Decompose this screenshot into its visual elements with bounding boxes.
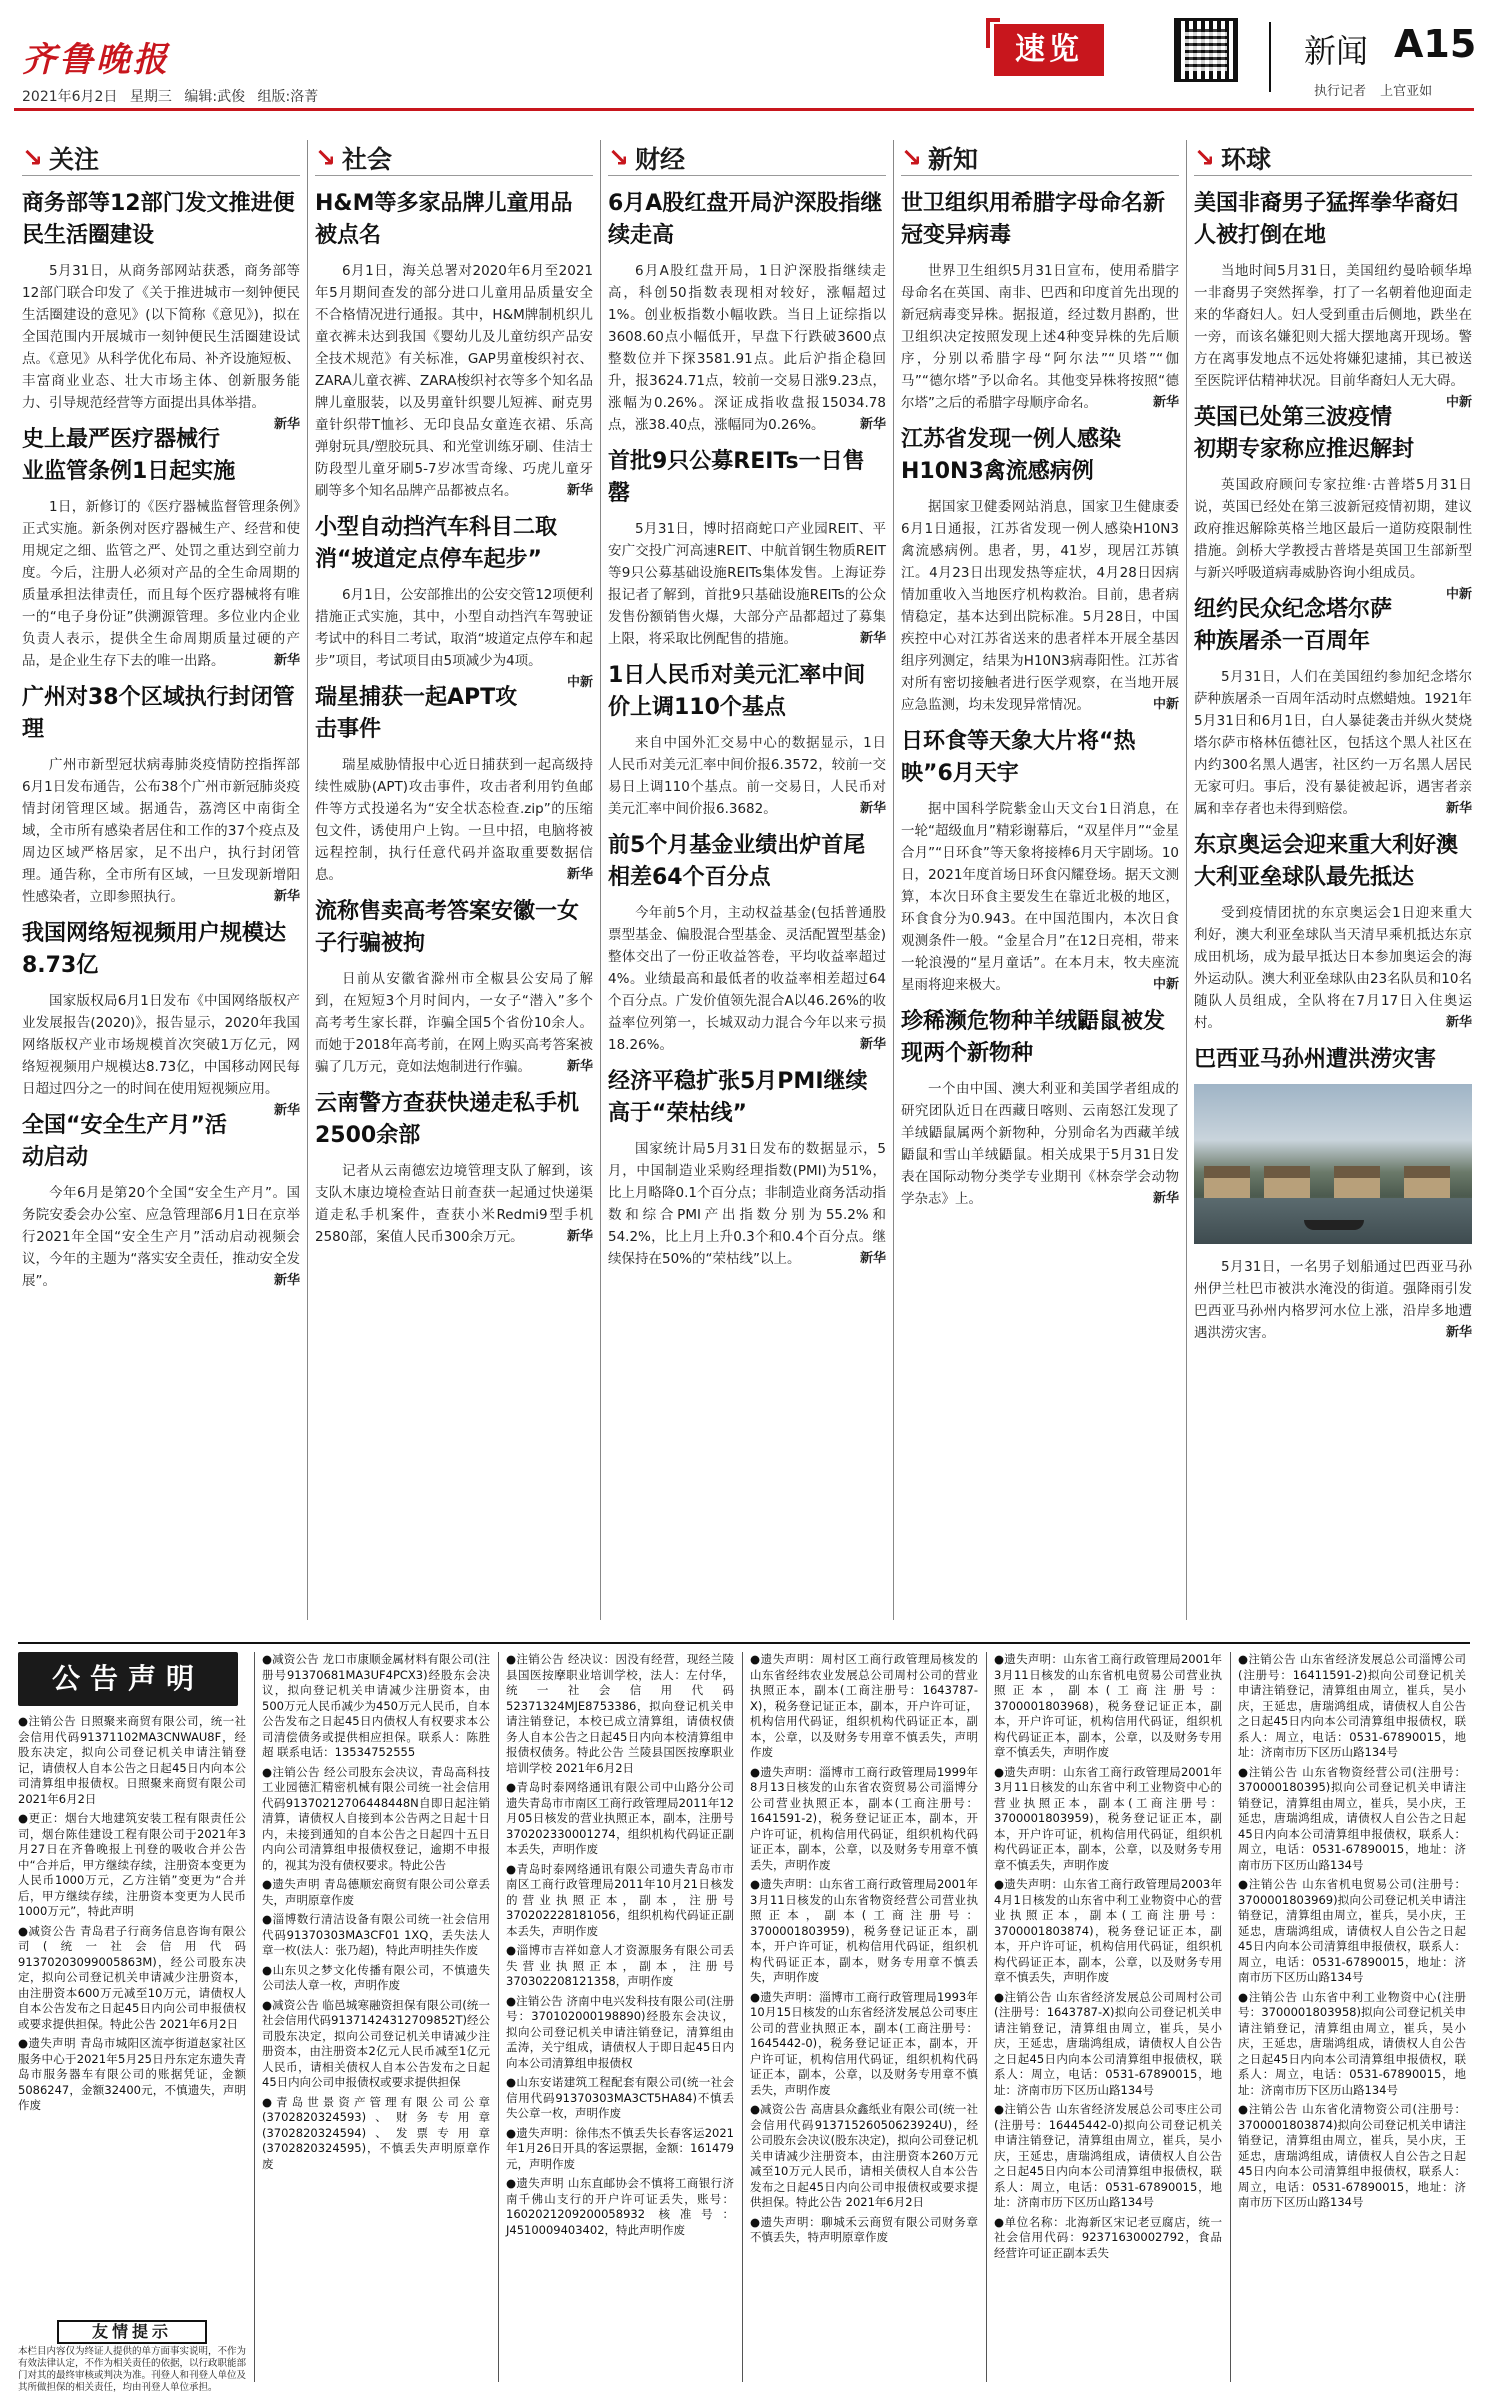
column-heading [315, 140, 593, 176]
article-credit: 新华 [273, 653, 300, 668]
article-text: 6月1日，公安部推出的公安交管12项便利措施正式实施，其中，小型自动挡汽车驾驶证考试中的科目二考试，取消“坡道定点停车和起步”项目，考试项目由5项减少为4项。 [315, 587, 593, 669]
article-headline[interactable]: 瑞星捕获一起APT攻击事件 [315, 685, 518, 742]
article-headline[interactable]: 商务部等12部门发文推进便民生活圈建设 [22, 191, 295, 248]
column-1 [22, 140, 300, 1620]
article-headline[interactable]: 纽约民众纪念塔尔萨种族屠杀一百周年 [1194, 597, 1393, 654]
column-heading [1194, 140, 1472, 176]
article-body [22, 496, 300, 672]
article [608, 660, 886, 820]
article [1194, 594, 1472, 820]
layout-credit: 组版:洛菁 [257, 89, 319, 105]
article-credit: 新华 [566, 483, 593, 498]
column-heading-label: 社会 [341, 144, 392, 174]
article-credit: 新华 [859, 417, 886, 432]
article-headline[interactable]: 云南警方查获快递走私手机2500余部 [315, 1091, 580, 1148]
article-headline[interactable]: 广州对38个区域执行封闭管理 [22, 685, 295, 742]
notice-item: ●山东安诺建筑工程配套有限公司(统一社会信用代码91370303MA3CT5HA84)不慎丢失公章一枚，声明作废 [506, 2075, 734, 2120]
article-text: 记者从云南德宏边境管理支队了解到，该支队木康边境检查站日前查获一起通过快递渠道走私手机案件，查获小米Redmi9型手机2580部，案值人民币300余万元。 [315, 1163, 593, 1245]
notice-item: ●减资公告 龙口市康顺金属材料有限公司(注册号91370681MA3UF4PCX3)经股东会决议，拟向登记机关申请减少注册资本，由500万元人民币减少为450万元人民币，自本公告发布之日起45日内债权人有权要求本公司清偿债务或提供相应担保。联系人：陈胜超 联系电话：13534752555 [262, 1652, 490, 1759]
article-headline[interactable]: 日环食等天象大片将“热映”6月天宇 [901, 729, 1136, 786]
article-credit: 新华 [273, 1103, 300, 1118]
notice-item: ●减资公告 高唐县众鑫纸业有限公司(统一社会信用代码91371526050623924U)，经公司股东会决议(股东决定)，拟向公司登记机关申请减少注册资本，由注册资本260万元减至10万元人民币，请相关债权人自本公告发布之日起45日内向公司申报债权或要求提供担保。特此公告 2021年6月2日 [750, 2102, 978, 2209]
article [315, 896, 593, 1078]
article [1194, 830, 1472, 1034]
notice-item: ●减资公告 临邑城寒融资担保有限公司(统一社会信用代码91371424312709852T)经公司股东决定，拟向公司登记机关申请减少注册资本，由注册资本2亿元人民币减至1亿元人民币，请相关债权人自本公告发布之日起45日内向公司申报债权或要求提供担保 [262, 1997, 490, 2089]
notice-item: ●注销公告 山东省化清物资公司(注册号：3700001803874)拟向公司登记机关申请注销登记，清算组由周立，崔兵，吴小庆，王延忠，唐瑞鸿组成，请债权人自公告之日起45日内向本公司清算组申报债权，联系人：周立，电话：0531-67890015，地址：济南市历下区历山路134号 [1238, 2102, 1466, 2209]
article-credit: 新华 [859, 801, 886, 816]
article-credit: 新华 [273, 889, 300, 904]
article-text: 据中国科学院紫金山天文台1日消息，在一轮“超级血月”精彩谢幕后，“双星伴月”“金星合月”“日环食”等天象将接棒6月天宇剧场。10日，2021年度首场日环食闪耀登场。据天文测算，本次日环食主要发生在靠近北极的地区，环食食分为0.943。在中国范围内，本次日食观测条件一般。“金星合月”在12日亮相，带来一轮浪漫的“星月童话”。在本月末，牧夫座流星雨将迎来极大。 [901, 801, 1179, 993]
article [608, 830, 886, 1056]
arrow-mark-icon: ↘ [315, 143, 336, 172]
column-heading-label: 环球 [1220, 144, 1271, 174]
article [608, 1066, 886, 1270]
article-headline[interactable]: 巴西亚马孙州遭洪涝灾害 [1194, 1047, 1437, 1072]
column-3 [608, 140, 886, 1620]
notice-item: ●注销公告 山东省中利工业物资中心(注册号：3700001803958)拟向公司登记机关申请注销登记，清算组由周立，崔兵，吴小庆，王延忠，唐瑞鸿组成，请债权人自公告之日起45日内向本公司清算组申报债权，联系人：周立，电话：0531-67890015，地址：济南市历下区历山路134号 [1238, 1989, 1466, 2097]
article-headline[interactable]: 全国“安全生产月”活动启动 [22, 1113, 227, 1170]
notice-item: ●减资公告 青岛君子行商务信息咨询有限公司(统一社会信用代码91370203099005863M)，经公司股东决定，拟向公司登记机关申请减少注册资本，由注册资本600万元减至10万元，请债权人自本公告发布之日起45日内向公司申报债权或要求提供担保。特此公告 2021年6月2日 [18, 1923, 246, 2031]
notice-item: ●注销公告 济南中电兴发科技有限公司(注册号：370102000198890)经股东会决议，拟向公司登记机关申请注销登记，清算组由孟涛，关宁组成，请债权人于即日起45日内向本公司清算组申报债权 [506, 1993, 734, 2070]
article-text: 英国政府顾问专家拉维·古普塔5月31日说，英国已经处在第三波新冠疫情初期，建议政府推迟解除英格兰地区最后一道防疫限制性措施。剑桥大学教授古普塔是英国卫生部新型与新兴呼吸道病毒威胁咨询小组成员。 [1194, 477, 1472, 581]
notice-item: ●注销公告 山东省经济发展总公司淄博公司(注册号：16411591-2)拟向公司登记机关申请注销登记，清算组由周立，崔兵，吴小庆，王延忠，唐瑞鸿组成，请债权人自公告之日起45日内向本公司清算组申报债权，联系人：周立，电话：0531-67890015，地址：济南市历下区历山路134号 [1238, 1652, 1466, 1759]
friendly-reminder-text: 本栏目内容仅为终证人提供的单方面事实说明，不作为有效法律认定，不作为相关责任的依据，以行政职能部门对其的最终审核或判决为准。刊登人和刊登人单位及其所做担保的相关责任，均由刊登人单位承担。 [18, 2346, 247, 2393]
notice-item: ●淄博数行清洁设备有限公司统一社会信用代码91370303MA3CF01 1XQ，丢失法人章一枚(法人：张乃超)，特此声明挂失作废 [262, 1912, 490, 1957]
article-text: 今年6月是第20个全国“安全生产月”。国务院安委会办公室、应急管理部6月1日在京举行2021年全国“安全生产月”活动启动视频会议，今年的主题为“落实安全责任，推动安全发展”。 [22, 1185, 300, 1289]
article-body [608, 260, 886, 436]
article-text: 国家版权局6月1日发布《中国网络版权产业发展报告(2020)》，报告显示，2020年我国网络版权产业市场规模首次突破1万亿元，网络短视频用户规模达8.73亿，中国移动网民每日超过四分之一的时间在使用短视频应用。 [22, 993, 300, 1097]
article-body [608, 518, 886, 650]
article-text: 受到疫情团扰的东京奥运会1日迎来重大利好，澳大利亚垒球队当天清早乘机抵达东京成田机场，成为最早抵达日本参加奥运会的海外运动队。澳大利亚垒球队由23名队员和10名随队人员组成，全队将在7月17日入住奥运村。 [1194, 905, 1472, 1031]
article-text: 5月31日，博时招商蛇口产业园REIT、平安广交投广河高速REIT、中航首钢生物质REIT等9只公募基础设施REITs集体发售。上海证券报记者了解到，首批9只基础设施REITs的公众发售份额销售火爆，大部分产品都超过了募集上限，将采取比例配售的措施。 [608, 521, 886, 647]
qr-code-icon [1174, 18, 1238, 82]
notice-column-2 [262, 1652, 490, 2382]
notice-item: ●青岛时泰网络通讯有限公司中山路分公司遗失青岛市市南区工商行政管理局2011年12月05日核发的营业执照正本，副本，注册号370202330001274，组织机构代码证正副本丢失，声明作废 [506, 1780, 734, 1856]
article [22, 188, 300, 432]
article-body [901, 798, 1179, 996]
friendly-reminder-title: 友情提示 [57, 2320, 207, 2344]
column-heading-label: 关注 [48, 144, 99, 174]
notice-item: ●淄博市吉祥如意人才资源服务有限公司丢失营业执照正本，副本，注册号370302208121358，声明作废 [506, 1943, 734, 1988]
arrow-mark-icon: ↘ [901, 143, 922, 172]
article-headline[interactable]: H&M等多家品牌儿童用品被点名 [315, 191, 573, 248]
article-credit: 新华 [1445, 801, 1472, 816]
notice-separator [254, 1652, 255, 2382]
notice-separator [498, 1652, 499, 2382]
article-body [608, 1138, 886, 1270]
article-headline[interactable]: 美国非裔男子猛挥拳华裔妇人被打倒在地 [1194, 191, 1459, 248]
notice-item: ●遗失声明：淄博市工商行政管理局1993年10月15日核发的山东省经济发展总公司枣庄公司的营业执照正本，副本(工商注册号：1645442-0)，税务登记证正本，副本，开户许可证，机构信用代码证，组织机构代码证正本，副本，公章，以及财务专用章不慎丢失，声明作废 [750, 1989, 978, 2097]
article-body [22, 990, 300, 1118]
column-5 [1194, 140, 1472, 1620]
article-text: 国家统计局5月31日发布的数据显示，5月，中国制造业采购经理指数(PMI)为51%，比上月略降0.1个百分点；非制造业商务活动指数和综合PMI产出指数分别为55.2%和54.2%，比上月上升0.3个和0.4个百分点。继续保持在50%的“荣枯线”以上。 [608, 1141, 886, 1267]
article-headline[interactable]: 史上最严医疗器械行业监管条例1日起实施 [22, 427, 236, 484]
article [901, 726, 1179, 996]
article-body [315, 754, 593, 886]
article-credit: 新华 [859, 1251, 886, 1266]
column-separator [600, 140, 601, 1620]
notice-item: ●遗失声明 青岛市城阳区流亭街道赵家社区服务中心于2021年5月25日丹东定东遗失青岛市服务器车有限公司的账据凭证，金额5086247，金额32400元，不慎遗失，声明作废 [18, 2036, 246, 2112]
notice-item: ●遗失声明：山东省工商行政管理局2003年4月1日核发的山东省中利工业物资中心的营业执照正本，副本(工商注册号：3700001803874)，税务登记证正本，副本，开户许可证，机构信用代码证，组织机构代码证正本，副本，公章，以及财务专用章不慎丢失，声明作废 [994, 1877, 1222, 1984]
photo-boat [1304, 1220, 1364, 1230]
notice-item: ●注销公告 山东省机电贸易公司(注册号：3700001803969)拟向公司登记机关申请注销登记，清算组由周立，崔兵，吴小庆，王延忠，唐瑞鸿组成，请债权人自公告之日起45日内向本公司清算组申报债权，联系人：周立，电话：0531-67890015，地址：济南市历下区历山路134号 [1238, 1877, 1466, 1984]
article-text: 据国家卫健委网站消息，国家卫生健康委6月1日通报，江苏省发现一例人感染H10N3禽流感病例。患者，男，41岁，现居江苏镇江。4月23日出现发热等症状，4月28日因病情加重收入当地医疗机构救治。目前，患者病情稳定，基本达到出院标准。5月28日，中国疾控中心对江苏省送来的患者样本开展全基因组序列测定，结果为H10N3病毒阳性。江苏省对所有密切接触者进行医学观察，在当地开展应急监测，均未发现异常情况。 [901, 499, 1179, 713]
column-heading [901, 140, 1179, 176]
article [1194, 402, 1472, 602]
article-text: 世界卫生组织5月31日宣布，使用希腊字母命名在英国、南非、巴西和印度首先出现的新冠病毒变异株。据报道，经过数月斟酌，世卫组织决定按照发现上述4种变异株的先后顺序，分别以希腊字母“阿尔法”“贝塔”“伽马”“德尔塔”予以命名。其他变异株将按照“德尔塔”之后的希腊字母顺序命名。 [901, 263, 1179, 411]
article-credit: 新华 [566, 1059, 593, 1074]
flood-photo [1194, 1084, 1472, 1244]
article [315, 1088, 593, 1248]
notice-item: ●更正：烟台大地建筑安装工程有限责任公司，烟台陈佳建设工程有限公司于2021年3月27日在齐鲁晚报上刊登的吸收合并公告中“合并后，甲方继续存续，注册资本变更为人民币1000万元，乙方注销”变更为“合并后，甲方继续存续，注册资本变更为人民币1000万元”，特此声明 [18, 1811, 246, 1918]
article-body [1194, 902, 1472, 1034]
notice-item: ●遗失声明 山东直邮协会不慎将工商银行济南千佛山支行的开户许可证丢失，账号：1602021209200058932 核准号：J4510009403402，特此声明作废 [506, 2176, 734, 2237]
article-headline[interactable]: 首批9只公募REITs一日售罄 [608, 449, 865, 506]
notice-separator [742, 1652, 743, 2382]
article-body [315, 584, 593, 690]
article-headline[interactable]: 我国网络短视频用户规模达8.73亿 [22, 921, 287, 978]
article-credit: 中新 [1152, 977, 1179, 992]
notice-item: ●遗失声明 青岛德顺宏商贸有限公司公章丢失，声明原章作废 [262, 1877, 490, 1907]
section-name: 新闻 [1304, 32, 1369, 70]
article-headline[interactable]: 江苏省发现一例人感染H10N3禽流感病例 [901, 427, 1122, 484]
article [901, 424, 1179, 716]
article-headline[interactable]: 前5个月基金业绩出炉首尾相差64个百分点 [608, 833, 866, 890]
article-credit: 新华 [273, 417, 300, 432]
notice-title: 公告声明 [18, 1652, 238, 1706]
article-text: 瑞星威胁情报中心近日捕获到一起高级持续性威胁(APT)攻击事件，攻击者利用钓鱼邮件等方式投递名为“安全状态检查.zip”的压缩包文件，诱使用户上钩。一旦中招，电脑将被远程控制，执行任意代码并盗取重要数据信息。 [315, 757, 593, 883]
editor-credit: 编辑:武俊 [184, 89, 246, 105]
dateline [22, 86, 318, 106]
article-body [22, 260, 300, 432]
article-headline[interactable]: 流称售卖高考答案安徽一女子行骗被拘 [315, 899, 580, 956]
article [22, 682, 300, 908]
notice-column-5 [994, 1652, 1222, 2382]
arrow-mark-icon: ↘ [22, 143, 43, 172]
article-body [22, 754, 300, 908]
article [22, 1110, 300, 1292]
notice-item: ●注销公告 山东省经济发展总公司枣庄公司(注册号：16445442-0)拟向公司登记机关申请注销登记，清算组由周立，崔兵，吴小庆，王延忠，唐瑞鸿组成，请债权人自公告之日起45日内向本公司清算组申报债权，联系人：周立，电话：0531-67890015，地址：济南市历下区历山路134号 [994, 2102, 1222, 2209]
notice-item: ●遗失声明：山东省工商行政管理局2001年3月11日核发的山东省机电贸易公司营业执照正本，副本(工商注册号：3700001803968)，税务登记证正本，副本，开户许可证，机构信用代码证，组织机构代码证正本，副本，公章，以及财务专用章不慎丢失，声明作废 [994, 1652, 1222, 1759]
notice-item: ●遗失声明：周村区工商行政管理局核发的山东省经纬农业发展总公司周村公司的营业执照正本，副本(工商注册号：1643787-X)，税务登记证正本，副本，开户许可证，机构信用代码证，组织机构代码证正本，副本，公章，以及财务专用章不慎丢失，声明作废 [750, 1652, 978, 1759]
column-2 [315, 140, 593, 1620]
masthead-rule [14, 108, 1474, 111]
article-body [608, 732, 886, 820]
issue-date: 2021年6月2日 [22, 89, 118, 105]
article-text: 6月A股红盘开局，1日沪深股指继续走高，科创50指数表现相对较好，涨幅超过1%。创业板指数小幅收跌。当日上证综指以3608.60点小幅低开，早盘下行跌破3600点整数位并下探3581.91点。此后沪指企稳回升，报3624.71点，较前一交易日涨9.23点，涨幅为0.26%。深证成指收盘报15034.78点，涨38.40点，涨幅同为0.26%。 [608, 263, 886, 433]
notice-item: ●青岛时泰网络通讯有限公司遗失青岛市市南区工商行政管理局2011年10月21日核发的营业执照正本，副本，注册号370202228181056，组织机构代码证正副本丢失，声明作废 [506, 1861, 734, 1938]
column-heading-label: 新知 [927, 144, 978, 174]
column-4 [901, 140, 1179, 1620]
section-badge: 速览 [994, 24, 1104, 76]
friendly-reminder [18, 2320, 247, 2393]
article-text: 1日，新修订的《医疗器械监督管理条例》正式实施。新条例对医疗器械生产、经营和使用规定之细、监管之严、处罚之重达到空前力度。今后，注册人必须对产品的全生命周期的质量承担法律责任，而且每个医疗器械将有唯一的“电子身份证”供溯源管理。多位业内企业负责人表示，提供全生命周期质量过硬的产品，是企业生存下去的唯一出路。 [22, 499, 300, 669]
article-text: 日前从安徽省滁州市全椒县公安局了解到，在短短3个月时间内，一女子“潜入”多个高考考生家长群，诈骗全国5个省份10余人。而她于2018年高考前，在网上购买高考答案被骗了几万元，竟如法炮制进行作骗。 [315, 971, 593, 1075]
arrow-mark-icon: ↘ [608, 143, 629, 172]
article [1194, 1044, 1472, 1344]
article-headline[interactable]: 小型自动挡汽车科目二取消“坡道定点停车起步” [315, 515, 558, 572]
article-credit: 新华 [273, 1273, 300, 1288]
notice-column-1 [18, 1714, 246, 2314]
article [22, 918, 300, 1118]
article-body [22, 1182, 300, 1292]
article-body [1194, 260, 1472, 410]
article-headline[interactable]: 英国已处第三波疫情初期专家称应推迟解封 [1194, 405, 1415, 462]
article [315, 188, 593, 502]
article-body [315, 1160, 593, 1248]
newspaper-logo: 齐鲁晚报 [22, 40, 170, 80]
column-separator [893, 140, 894, 1620]
page-number: A15 [1394, 22, 1477, 66]
column-heading [22, 140, 300, 176]
article-credit: 新华 [1152, 395, 1179, 410]
article-text: 5月31日，人们在美国纽约参加纪念塔尔萨种族屠杀一百周年活动时点燃蜡烛。1921年5月31日和6月1日，白人暴徒袭击并纵火焚烧塔尔萨市格林伍德社区，包括这个黑人社区在内约300名黑人遇害，社区约一万名黑人居民无家可归。事后，没有暴徒被起诉，遇害者亲属和幸存者也未得到赔偿。 [1194, 669, 1472, 817]
masthead [14, 10, 1477, 105]
article-credit: 中新 [566, 675, 593, 690]
article-text: 一个由中国、澳大利亚和美国学者组成的研究团队近日在西藏日喀则、云南怒江发现了羊绒鼯鼠属两个新物种，分别命名为西藏羊绒鼯鼠和雪山羊绒鼯鼠。相关成果于5月31日发表在国际动物分类学专业期刊《林奈学会动物学杂志》上。 [901, 1081, 1179, 1207]
notice-column-3 [506, 1652, 734, 2382]
notice-item: ●注销公告 经决议：因没有经营，现经兰陵县国医按摩职业培训学校，法人：左付华，统一社会信用代码52371324MJE8753386，拟向登记机关申请注销登记，本校已成立清算组，请债权债务人自本公告之日起45日内向本校清算组申报债权债务。特此公告 兰陵县国医按摩职业培训学校 2021年6月2日 [506, 1652, 734, 1775]
notice-item: ●注销公告 经公司股东会决议，青岛高科技工业园德汇精密机械有限公司统一社会信用代码91370212706448448N自即日起注销清算，请债权人自接到本公告两之日起十日内，未接到通知的自本公告之日起四十五日内向公司清算组申报债权登记，逾期不申报的，视其为没有债权要求。特此公告 [262, 1764, 490, 1872]
article-body [315, 260, 593, 502]
article-headline[interactable]: 6月A股红盘开局沪深股指继续走高 [608, 191, 883, 248]
arrow-mark-icon: ↘ [1194, 143, 1215, 172]
article-body [901, 260, 1179, 414]
article-body [315, 968, 593, 1078]
notice-item: ●单位名称：北海新区宋记老豆腐店，统一社会信用代码：92371630002792，食品经营许可证正副本丢失 [994, 2214, 1222, 2260]
weekday: 星期三 [129, 89, 172, 105]
article-text: 5月31日，一名男子划船通过巴西亚马孙州伊兰杜巴市被洪水淹没的街道。强降雨引发巴西亚马孙州内格罗河水位上涨，沿岸多地遭遇洪涝灾害。 [1194, 1259, 1472, 1341]
notice-separator [986, 1652, 987, 2382]
notice-item: ●山东贝之梦文化传播有限公司，不慎遗失公司法人章一枚，声明作废 [262, 1962, 490, 1992]
article-body [901, 496, 1179, 716]
notice-item: ●遗失声明：徐伟杰不慎丢失长春客运2021年1月26日开具的客运票据，金额：161479元，声明作废 [506, 2125, 734, 2171]
notice-item: ●注销公告 山东省经济发展总公司周村公司(注册号：1643787-X)拟向公司登记机关申请注销登记，清算组由周立，崔兵，吴小庆，王延忠，唐瑞鸿组成，请债权人自公告之日起45日内向本公司清算组申报债权，联系人：周立，电话：0531-67890015，地址：济南市历下区历山路134号 [994, 1989, 1222, 2097]
notice-item: ●遗失声明：山东省工商行政管理局2001年3月11日核发的山东省物资经营公司营业执照正本，副本(工商注册号：3700001803959)，税务登记证正本，副本，开户许可证，机构信用代码证，组织机构代码证正本，副本，财务专用章不慎丢失，声明作废 [750, 1877, 978, 1984]
article-body [1194, 666, 1472, 820]
notice-divider [18, 1642, 1470, 1644]
article [22, 424, 300, 672]
article-body [1194, 474, 1472, 602]
article [901, 188, 1179, 414]
notice-separator [1230, 1652, 1231, 2382]
notice-item: ●青岛世景资产管理有限公司公章(3702820324593)、财务专用章(3702820324594)、发票专用章(3702820324595)，不慎丢失声明原章作废 [262, 2094, 490, 2171]
article-credit: 新华 [566, 1229, 593, 1244]
column-heading [608, 140, 886, 176]
notice-section [18, 1652, 1470, 2393]
column-separator [307, 140, 308, 1620]
article [901, 1006, 1179, 1210]
article-credit: 新华 [1445, 1015, 1472, 1030]
article-credit: 中新 [1445, 587, 1472, 602]
article-credit: 中新 [1445, 395, 1472, 410]
notice-item: ●遗失声明：淄博市工商行政管理局1999年8月13日核发的山东省农资贸易公司淄博分公司营业执照正本，副本(工商注册号：1641591-2)，税务登记证正本，副本，开户许可证，机构信用代码证，组织机构代码证正本，副本，公章，以及财务专用章不慎丢失，声明作废 [750, 1764, 978, 1872]
article [608, 188, 886, 436]
notice-item: ●遗失声明：聊城禾云商贸有限公司财务章不慎丢失，特声明原章作废 [750, 2214, 978, 2244]
article-credit: 新华 [1445, 1325, 1472, 1340]
article-text: 当地时间5月31日，美国纽约曼哈顿华埠一非裔男子突然挥拳，打了一名朝着他迎面走来的华裔妇人。妇人受到重击后侧地，跌坐在一旁，而该名嫌犯则大摇大摆地离开现场。警方在离事发地点不远处将嫌犯逮捕，其已被送至医院评估精神状况。目前华裔妇人无大碍。 [1194, 263, 1472, 389]
notice-item: ●注销公告 日照聚来商贸有限公司，统一社会信用代码91371102MA3CNWAU8F，经股东决定，拟向公司登记机关申请注销登记，请债权人自本公告之日起45日内向本公司清算组申报债权。日照聚来商贸有限公司 2021年6月2日 [18, 1714, 246, 1806]
article-headline[interactable]: 东京奥运会迎来重大利好澳大利亚垒球队最先抵达 [1194, 833, 1459, 890]
article-text: 5月31日，从商务部网站获悉，商务部等12部门联合印发了《关于推进城市一刻钟便民生活圈建设的意见》(以下简称《意见》)，拟在全国范围内开展城市一刻钟便民生活圈建设试点。《意见》从科学优化布局、补齐设施短板、丰富商业业态、壮大市场主体、创新服务能力、引导规范经营等方面提出具体举措。 [22, 263, 300, 411]
notice-column-4 [750, 1652, 978, 2382]
article-credit: 新华 [1152, 1191, 1179, 1206]
divider [1269, 22, 1271, 92]
column-separator [1186, 140, 1187, 1620]
article-credit: 新华 [859, 631, 886, 646]
staff-credit: 执行记者 上官亚如 [1314, 84, 1433, 99]
notice-item: ●遗失声明：山东省工商行政管理局2001年3月11日核发的山东省中利工业物资中心的营业执照正本，副本(工商注册号：3700001803959)，税务登记证正本，副本，开户许可证，机构信用代码证，组织机构代码证正本，副本，公章，以及财务专用章不慎丢失，声明作废 [994, 1764, 1222, 1872]
notice-item: ●注销公告 山东省物资经营公司(注册号：370000180395)拟向公司登记机关申请注销登记，清算组由周立，崔兵，吴小庆，王延忠，唐瑞鸿组成，请债权人自公告之日起45日内向本公司清算组申报债权，联系人：周立，电话：0531-67890015，地址：济南市历下区历山路134号 [1238, 1764, 1466, 1872]
article-headline[interactable]: 1日人民币对美元汇率中间价上调110个基点 [608, 663, 866, 720]
article-credit: 中新 [1152, 697, 1179, 712]
article-headline[interactable]: 世卫组织用希腊字母命名新冠变异病毒 [901, 191, 1166, 248]
column-heading-label: 财经 [634, 144, 685, 174]
article-body [901, 1078, 1179, 1210]
article [315, 512, 593, 690]
article-text: 6月1日，海关总署对2020年6月至2021年5月期间查发的部分进口儿童用品质量安全不合格情况进行通报。其中，H&M牌制机织儿童衣裤未达到我国《婴幼儿及儿童纺织产品安全技术规范》有关标准，GAP男童梭织衬衣、ZARA儿童衣裤、ZARA梭织衬衣等多个知名品牌儿童服装，以及男童针织婴儿短裤、耐克男童针织带T恤衫、无印良品女童连衣裙、乐高弹射玩具/塑胶玩具、和光堂训练牙刷、佳洁士防段型儿童牙刷5-7岁冰雪奇缘、巧虎儿童牙刷等多个知名品牌产品都被点名。 [315, 263, 593, 499]
article-credit: 新华 [859, 1037, 886, 1052]
article [1194, 188, 1472, 410]
article [608, 446, 886, 650]
notice-column-6 [1238, 1652, 1466, 2382]
article-text: 今年前5个月，主动权益基金(包括普通股票型基金、偏股混合型基金、灵活配置型基金)整体交出了一份正收益答卷，平均收益率超过4%。业绩最高和最低者的收益率相差超过64个百分点。广发价值领先混合A以46.26%的收益率位列第一，长城双动力混合今年以来亏损18.26%。 [608, 905, 886, 1053]
article-text: 来自中国外汇交易中心的数据显示，1日人民币对美元汇率中间价报6.3572，较前一交易日上调110个基点。前一交易日，人民币对美元汇率中间价报6.3682。 [608, 735, 886, 817]
article-text: 广州市新型冠状病毒肺炎疫情防控指挥部6月1日发布通告，公布38个广州市新冠肺炎疫情封闭管理区域。据通告，荔湾区中南街全域，全市所有感染者居住和工作的37个疫点及周边区域严格居家，足不出户，执行封闭管理。通告称，全市所有区域，一旦发现新增阳性感染者，立即参照执行。 [22, 757, 300, 905]
article-credit: 新华 [566, 867, 593, 882]
article-body [1194, 1256, 1472, 1344]
article-headline[interactable]: 经济平稳扩张5月PMI继续高于“荣枯线” [608, 1069, 868, 1126]
article-body [608, 902, 886, 1056]
article-headline[interactable]: 珍稀濒危物种羊绒鼯鼠被发现两个新物种 [901, 1009, 1166, 1066]
article [315, 682, 593, 886]
